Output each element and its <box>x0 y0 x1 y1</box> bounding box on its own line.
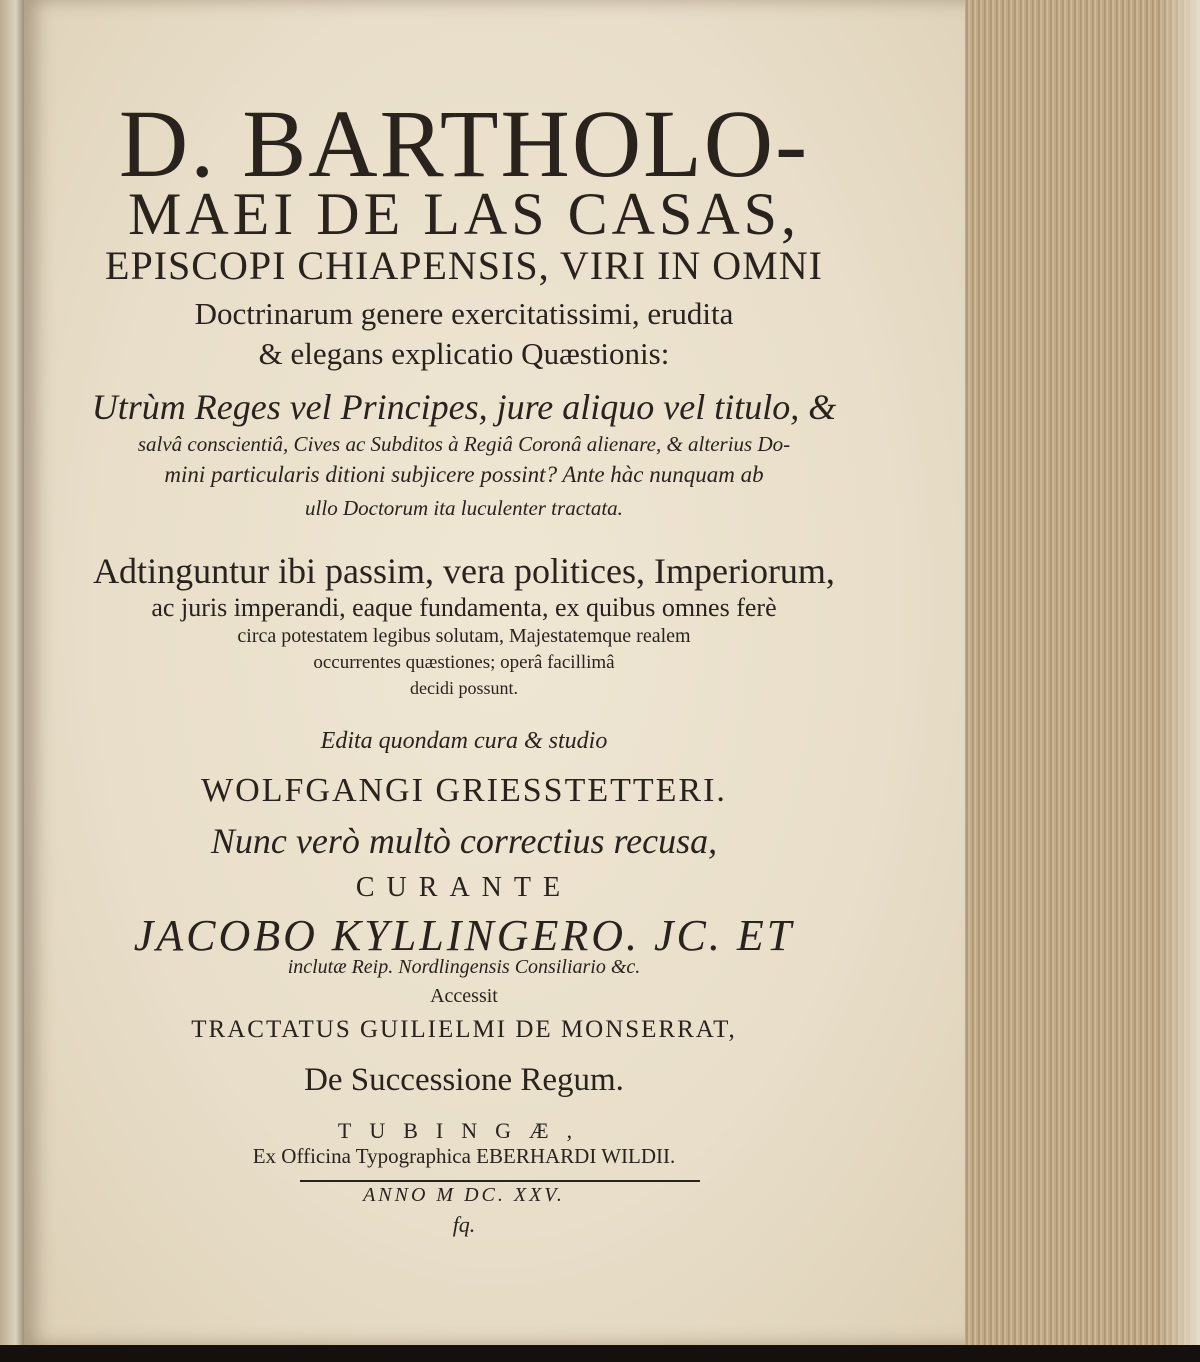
question-line-3: mini particularis ditioni subjicere possint? Ante hàc nunquam ab <box>164 462 764 487</box>
subject-line-1: Adtinguntur ibi passim, vera politices, Imperiorum, <box>93 551 835 591</box>
question-line-4: ullo Doctorum ita luculenter tractata. <box>305 496 623 520</box>
title-line-4: Doctrinarum genere exercitatissimi, erudita <box>194 296 734 331</box>
editor-intro: Edita quondam cura & studio <box>320 728 608 754</box>
accessit-label: Accessit <box>430 985 498 1007</box>
imprint-printer: Ex Officina Typographica EBERHARDI WILDII. <box>252 1144 676 1168</box>
curator-name: JACOBO KYLLINGERO. JC. ET <box>133 911 795 960</box>
title-line-3: EPISCOPI CHIAPENSIS, VIRI IN OMNI <box>105 243 823 288</box>
title-line-1: D. BARTHOLO- <box>118 90 810 197</box>
background <box>0 1345 1200 1362</box>
title-line-2: MAEI DE LAS CASAS, <box>127 181 801 247</box>
title-line-5: & elegans explicatio Quæstionis: <box>258 336 670 371</box>
subject-line-2: ac juris imperandi, eaque fundamenta, ex quibus omnes ferè <box>151 593 777 622</box>
imprint-place: TUBINGÆ, <box>337 1118 591 1143</box>
left-page-edge <box>0 0 26 1345</box>
subject-line-3: circa potestatem legibus solutam, Majestatemque realem <box>237 625 691 647</box>
curante-label: CURANTE <box>355 872 573 903</box>
question-line-2: salvâ conscientiâ, Cives ac Subditos à Regiâ Coronâ alienare, & alterius Do- <box>137 432 791 456</box>
subject-line-5: decidi possunt. <box>410 678 518 698</box>
subject-line-4: occurrentes quæstiones; operâ facillimâ <box>313 652 615 673</box>
tractatus-title: TRACTATUS GUILIELMI DE MONSERRAT, <box>191 1016 737 1043</box>
question-line-1: Utrùm Reges vel Principes, jure aliquo vel titulo, & <box>91 387 837 427</box>
handwritten-mark: fq. <box>452 1212 476 1237</box>
reprint-note: Nunc verò multò correctius recusa, <box>210 821 718 861</box>
tractatus-subtitle: De Successione Regum. <box>304 1062 624 1098</box>
imprint-rule <box>300 1180 700 1182</box>
editor-name: WOLFGANGI GRIESSTETTERI. <box>201 772 727 809</box>
curator-title: inclutæ Reip. Nordlingensis Consiliario &c. <box>287 956 641 978</box>
book-fore-edge <box>965 0 1200 1345</box>
imprint-year: ANNO M DC. XXV. <box>363 1184 565 1206</box>
